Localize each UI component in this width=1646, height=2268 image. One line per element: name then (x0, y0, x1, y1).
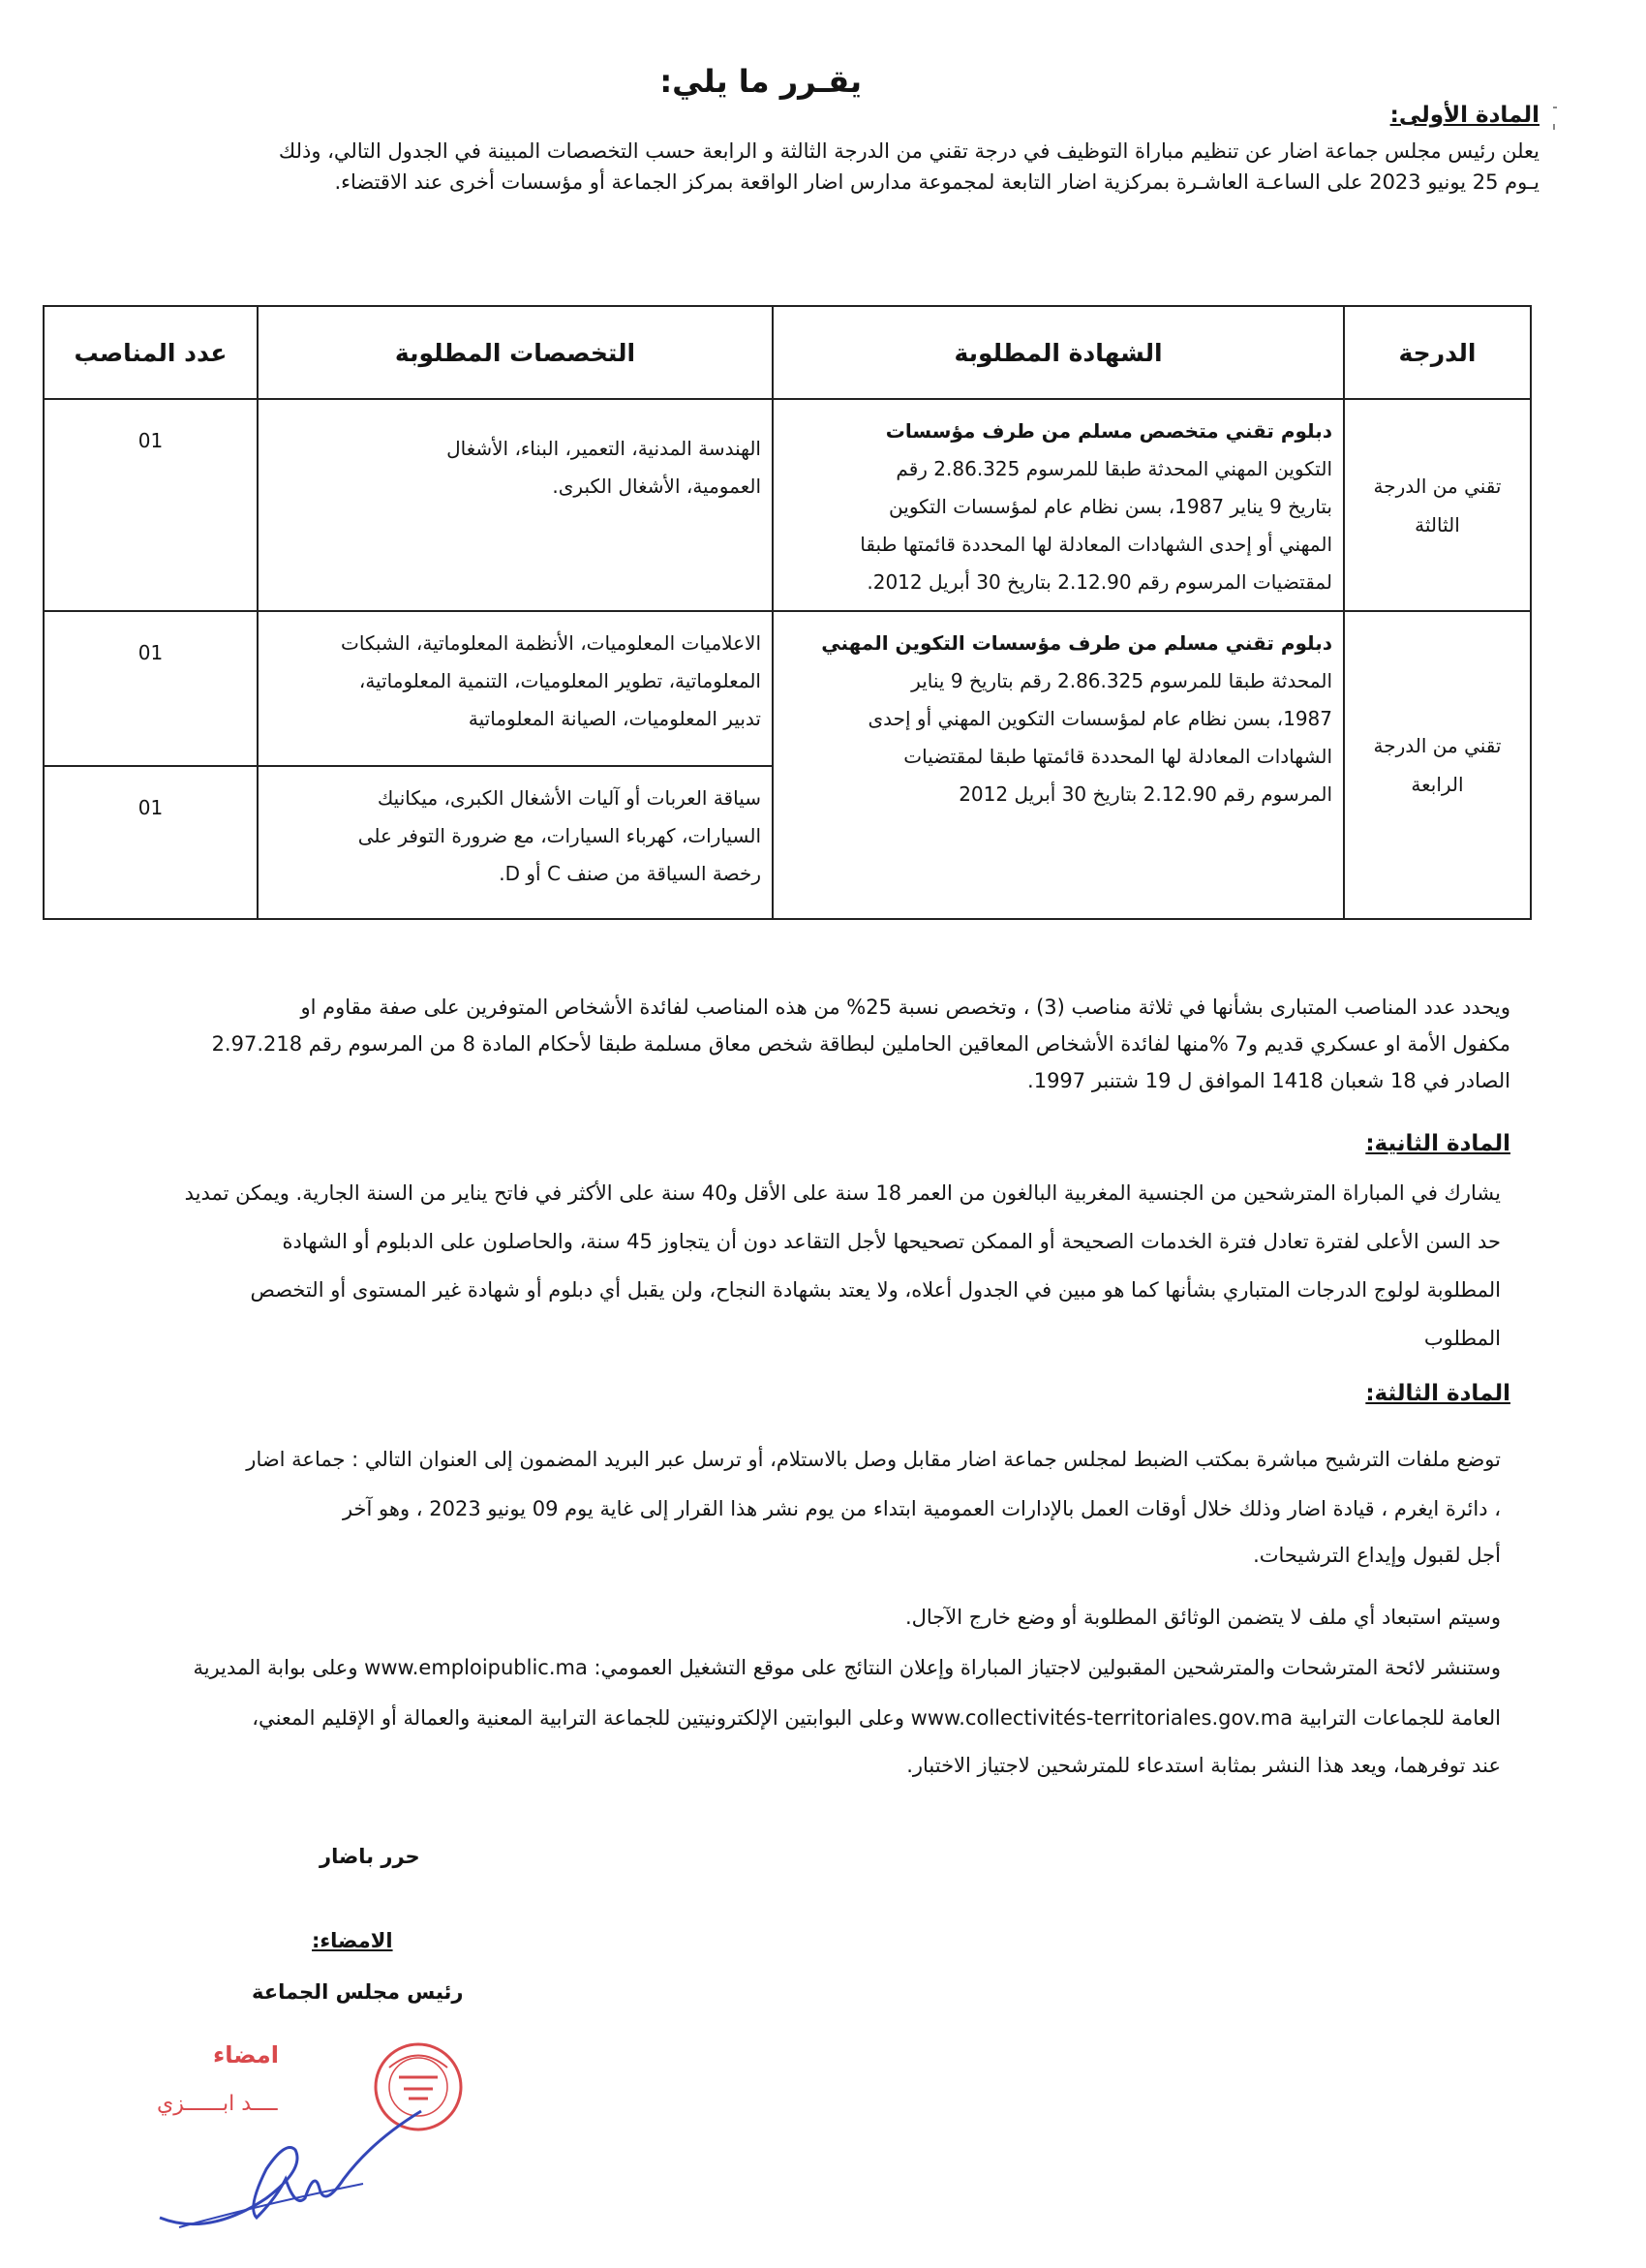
closing-line: عند توفرهما، ويعد هذا النشر بمثابة استدعاء للمترشحين لاجتياز الاختبار. (906, 1754, 1501, 1777)
article-2-line: حد السن الأعلى لفترة تعادل فترة الخدمات الصحيحة أو الممكن تصحيحها لأجل التقاعد دون أن يتجاوز 45 سنة، والحاصلون على الدبلوم أو الشهادة (282, 1230, 1501, 1253)
table-row (44, 399, 1531, 611)
header-degree: الدرجة (1344, 306, 1531, 399)
specialties-cell: الهندسة المدنية، التعمير، البناء، الأشغال العمومية، الأشغال الكبرى. (258, 399, 773, 611)
signature-place: حرر باضار (320, 1845, 420, 1868)
header-specialties: التخصصات المطلوبة (258, 306, 773, 399)
article-3-heading: المادة الثالثة: (1365, 1381, 1510, 1406)
signature-label: الامضاء: (312, 1929, 393, 1952)
closing-line: العامة للجماعات الترابية www.collectivités-territoriales.gov.ma وعلى البوابتين الإلكترونيتين للجماعة الترابية المعنية والعمالة أو الإقليم المعني، (252, 1706, 1501, 1730)
stamp-word: امضاء (213, 2041, 280, 2069)
decision-title: يقـرر ما يلي: (659, 63, 862, 100)
count-cell: 01 (44, 399, 258, 611)
article-1-line: يـوم 25 يونيو 2023 على الساعـة العاشـرة بمركزية اضار التابعة لمجموعة مدارس اضار الواقعة بمركز الجماعة أو مؤسسات أخرى عند الاقتضاء. (334, 170, 1539, 194)
posts-paragraph-line: الصادر في 18 شعبان 1418 الموافق ل 19 شتنبر 1997. (1027, 1069, 1510, 1092)
table-row (44, 611, 1531, 766)
header-count: عدد المناصب (44, 306, 258, 399)
article-1-heading: المادة الأولى: (1389, 103, 1539, 128)
table-header-row (44, 306, 1531, 399)
positions-table (43, 305, 1532, 920)
certificate-cell: دبلوم تقني متخصص مسلم من طرف مؤسسات التكوين المهني المحدثة طبقا للمرسوم 2.86.325 رقم بتاريخ 9 يناير 1987، بسن نظام عام لمؤسسات التكوين المهني أو إحدى الشهادات المعادلة لها المحددة قائمتها طبقا لمقتضيات المرسوم رقم 2.12.90 بتاريخ 30 أبريل 2012. (773, 399, 1344, 611)
article-3-line: أجل لقبول وإيداع الترشيحات. (1253, 1544, 1501, 1567)
signature-role: رئيس مجلس الجماعة (252, 1980, 464, 2004)
article-2-heading: المادة الثانية: (1365, 1131, 1510, 1156)
posts-paragraph-line: مكفول الأمة او عسكري قديم و7 %منها لفائدة الأشخاص المعاقين الحاملين لبطاقة شخص معاق مسلمة طبقا لأحكام المادة 8 من المرسوم رقم 2.97.218 (211, 1032, 1510, 1056)
article-2-line: المطلوبة لولوج الدرجات المتباري بشأنها كما هو مبين في الجدول أعلاه، ولا يعتد بشهادة النجاح، ولن يقبل أي دبلوم أو شهادة غير المستوى أو التخصص (250, 1278, 1501, 1302)
closing-line: وستنشر لائحة المترشحات والمترشحين المقبولين لاجتياز المباراة وإعلان النتائج على موقع التشغيل العمومي: www.emploipublic.ma وعلى بوابة المديرية (193, 1656, 1501, 1679)
article-1-line: يعلن رئيس مجلس جماعة اضار عن تنظيم مباراة التوظيف في درجة تقني من الدرجة الثالثة و الرابعة حسب التخصصات المبينة في الجدول التالي، وذلك (278, 139, 1539, 163)
header-certificate: الشهادة المطلوبة (773, 306, 1344, 399)
scan-speck (1553, 124, 1555, 130)
specialties-cell: سياقة العربات أو آليات الأشغال الكبرى، ميكانيك السيارات، كهرباء السيارات، مع ضرورة التوفر على رخصة السياقة من صنف C أو D. (258, 766, 773, 919)
certificate-cell: دبلوم تقني مسلم من طرف مؤسسات التكوين المهني المحدثة طبقا للمرسوم 2.86.325 رقم بتاريخ 9 يناير 1987، بسن نظام عام لمؤسسات التكوين المهني أو إحدى الشهادات المعادلة لها المحددة قائمتها طبقا لمقتضيات المرسوم رقم 2.12.90 بتاريخ 30 أبريل 2012 (773, 611, 1344, 919)
specialties-cell: الاعلاميات المعلوميات، الأنظمة المعلوماتية، الشبكات المعلوماتية، تطوير المعلوميات، التنمية المعلوماتية، تدبير المعلوميات، الصيانة المعلوماتية (258, 611, 773, 766)
degree-cell: تقني من الدرجة الثالثة (1344, 399, 1531, 611)
stamp-name: ــــد ابــــــزي (157, 2092, 278, 2116)
article-2-line: المطلوب (1423, 1327, 1501, 1350)
posts-paragraph-line: ويحدد عدد المناصب المتبارى بشأنها في ثلاثة مناصب (3) ، وتخصص نسبة 25% من هذه المناصب لفائدة الأشخاص المتوفرين على صفة مقاوم او (300, 996, 1510, 1019)
closing-line: وسيتم استبعاد أي ملف لا يتضمن الوثائق المطلوبة أو وضع خارج الآجال. (904, 1606, 1501, 1629)
article-3-line: ، دائرة ايغرم ، قيادة اضار وذلك خلال أوقات العمل بالإدارات العمومية ابتداء من يوم نشر هذا القرار إلى غاية يوم 09 يونيو 2023 ، وهو آخر (342, 1497, 1501, 1520)
count-cell: 01 (44, 611, 258, 766)
article-2-line: يشارك في المباراة المترشحين من الجنسية المغربية البالغون من العمر 18 سنة على الأقل و40 سنة على الأكثر في فاتح يناير من السنة الجارية. ويمكن تمديد (184, 1181, 1501, 1205)
scan-speck (1553, 107, 1557, 108)
article-3-line: توضع ملفات الترشيح مباشرة بمكتب الضبط لمجلس جماعة اضار مقابل وصل بالاستلام، أو ترسل عبر البريد المضمون إلى العنوان التالي : جماعة اضار (246, 1448, 1501, 1471)
count-cell: 01 (44, 766, 258, 919)
handwritten-signature (150, 2092, 431, 2247)
degree-cell: تقني من الدرجة الرابعة (1344, 611, 1531, 919)
